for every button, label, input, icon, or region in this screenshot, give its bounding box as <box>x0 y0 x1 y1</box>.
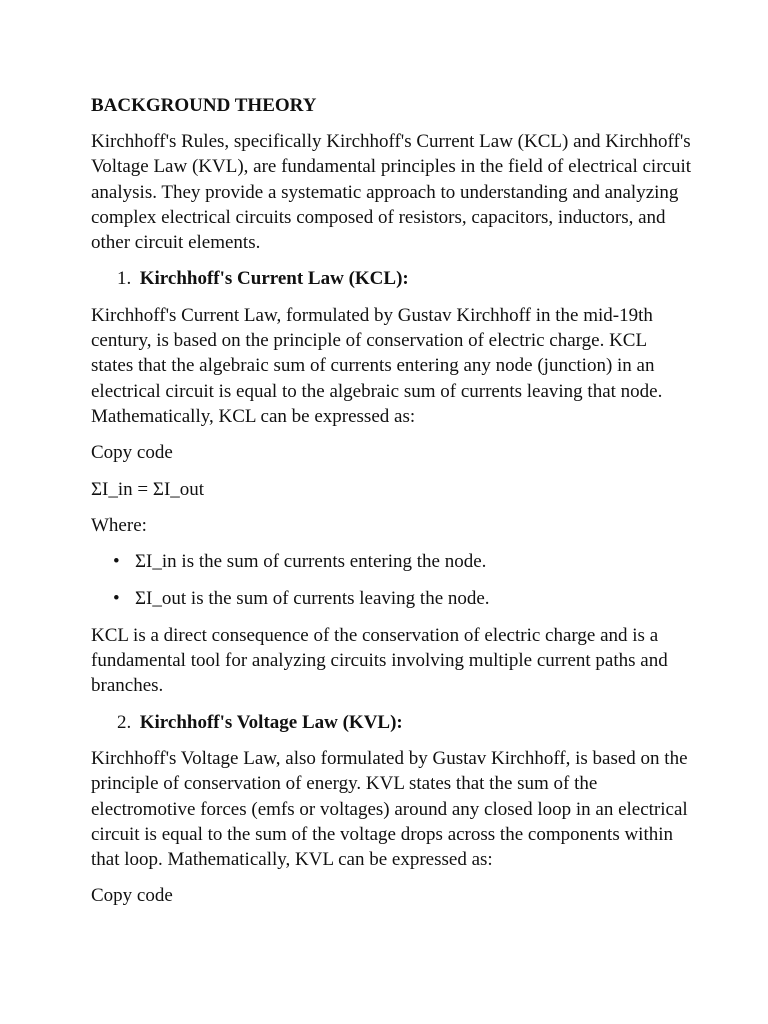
document-page <box>91 93 691 920</box>
kcl-bullet-list <box>91 549 691 612</box>
kcl-paragraph: Kirchhoff's Current Law, formulated by Gustav Kirchhoff in the mid-19th century, is based on the principle of conservation of electric charge. KCL states that the algebraic sum of currents entering any node (junction) in an electrical circuit is equal to the algebraic sum of currents leaving that node. Mathematically, KCL can be expressed as: <box>91 304 663 427</box>
bullet-icon: • <box>113 551 120 573</box>
kcl-copy-code-link[interactable]: Copy code <box>91 442 173 464</box>
kcl-conclusion-paragraph: KCL is a direct consequence of the conservation of electric charge and is a fundamental tool for analyzing circuits involving multiple current paths and branches. <box>91 624 668 697</box>
kcl-title: Kirchhoff's Current Law (KCL): <box>139 268 409 290</box>
section-heading: BACKGROUND THEORY <box>91 95 317 116</box>
intro-paragraph: Kirchhoff's Rules, specifically Kirchhoff's Current Law (KCL) and Kirchhoff's Voltage Law (KVL), are fundamental principles in the field of electrical circuit analysis. They provide a systematic approach to understanding and analyzing complex electrical circuits composed of resistors, capacitors, inductors, and other circuit elements. <box>91 131 692 254</box>
kvl-title: Kirchhoff's Voltage Law (KVL): <box>139 711 403 733</box>
kvl-number: 2. <box>117 711 132 733</box>
kcl-number: 1. <box>117 268 132 290</box>
kcl-formula: ΣI_in = ΣI_out <box>91 478 205 500</box>
list-item <box>91 549 691 574</box>
kcl-heading <box>91 266 691 291</box>
list-item-text: ΣI_in is the sum of currents entering the node. <box>135 551 487 573</box>
kvl-heading <box>91 710 691 735</box>
kcl-where-label: Where: <box>91 514 147 536</box>
list-item <box>91 586 691 611</box>
list-item-text: ΣI_out is the sum of currents leaving the node. <box>135 588 490 610</box>
bullet-icon: • <box>113 588 120 610</box>
kvl-paragraph: Kirchhoff's Voltage Law, also formulated by Gustav Kirchhoff, is based on the principle of conservation of energy. KVL states that the sum of the electromotive forces (emfs or voltages) around any closed loop in an electrical circuit is equal to the sum of the voltage drops across the components within that loop. Mathematically, KVL can be expressed as: <box>91 747 688 871</box>
kvl-copy-code-link[interactable]: Copy code <box>91 885 173 907</box>
